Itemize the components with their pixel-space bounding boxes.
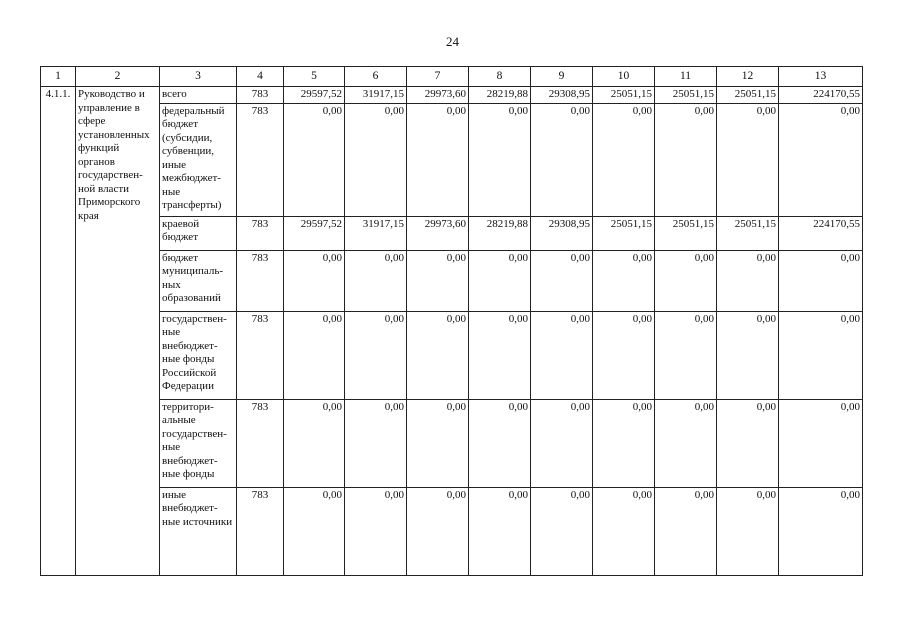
year-value: 0,00 <box>284 311 345 399</box>
year-value: 0,00 <box>531 487 593 575</box>
total-value: 224170,55 <box>779 87 863 104</box>
year-value: 0,00 <box>407 250 469 311</box>
year-value: 0,00 <box>469 399 531 487</box>
row-name: Руководство и управление в сфере установленных функций органов государствен-ной власти Приморского края <box>76 87 160 576</box>
grbs-code: 783 <box>237 216 284 250</box>
year-value: 0,00 <box>531 311 593 399</box>
column-header: 12 <box>717 67 779 87</box>
year-value: 0,00 <box>655 487 717 575</box>
budget-table <box>40 66 863 576</box>
table-row <box>41 250 863 311</box>
funding-source-label: федеральный бюджет (субсидии, субвенции, иные межбюджет-ные трансферты) <box>160 103 237 216</box>
table-row <box>41 103 863 216</box>
year-value: 0,00 <box>407 103 469 216</box>
column-header: 1 <box>41 67 76 87</box>
year-value: 31917,15 <box>345 216 407 250</box>
column-header: 11 <box>655 67 717 87</box>
year-value: 0,00 <box>284 250 345 311</box>
year-value: 0,00 <box>717 399 779 487</box>
total-value: 0,00 <box>779 311 863 399</box>
year-value: 31917,15 <box>345 87 407 104</box>
total-value: 0,00 <box>779 399 863 487</box>
year-value: 0,00 <box>531 399 593 487</box>
year-value: 0,00 <box>593 103 655 216</box>
year-value: 29597,52 <box>284 87 345 104</box>
year-value: 29973,60 <box>407 216 469 250</box>
page-number: 24 <box>446 34 459 49</box>
table-row <box>41 87 863 104</box>
column-number-row <box>41 67 863 87</box>
year-value: 25051,15 <box>655 87 717 104</box>
grbs-code: 783 <box>237 399 284 487</box>
column-header: 4 <box>237 67 284 87</box>
funding-source-label: территори-альные государствен-ные внебюджет-ные фонды <box>160 399 237 487</box>
total-value: 0,00 <box>779 487 863 575</box>
column-header: 13 <box>779 67 863 87</box>
year-value: 0,00 <box>284 399 345 487</box>
grbs-code: 783 <box>237 311 284 399</box>
year-value: 0,00 <box>469 250 531 311</box>
year-value: 29597,52 <box>284 216 345 250</box>
total-value: 0,00 <box>779 103 863 216</box>
total-value: 0,00 <box>779 250 863 311</box>
table-row <box>41 216 863 250</box>
grbs-code: 783 <box>237 487 284 575</box>
year-value: 28219,88 <box>469 216 531 250</box>
year-value: 0,00 <box>345 311 407 399</box>
column-header: 9 <box>531 67 593 87</box>
year-value: 25051,15 <box>593 216 655 250</box>
year-value: 0,00 <box>655 103 717 216</box>
year-value: 0,00 <box>469 103 531 216</box>
column-header: 3 <box>160 67 237 87</box>
year-value: 28219,88 <box>469 87 531 104</box>
year-value: 0,00 <box>284 487 345 575</box>
table-row <box>41 487 863 575</box>
year-value: 0,00 <box>407 487 469 575</box>
column-header: 7 <box>407 67 469 87</box>
year-value: 0,00 <box>655 399 717 487</box>
grbs-code: 783 <box>237 87 284 104</box>
year-value: 0,00 <box>345 487 407 575</box>
funding-source-label: бюджет муниципаль-ных образований <box>160 250 237 311</box>
year-value: 0,00 <box>345 399 407 487</box>
year-value: 29308,95 <box>531 216 593 250</box>
year-value: 0,00 <box>531 250 593 311</box>
year-value: 0,00 <box>717 487 779 575</box>
row-code: 4.1.1. <box>41 87 76 576</box>
year-value: 0,00 <box>593 487 655 575</box>
funding-source-label: всего <box>160 87 237 104</box>
column-header: 6 <box>345 67 407 87</box>
table-row <box>41 311 863 399</box>
year-value: 0,00 <box>593 311 655 399</box>
funding-source-label: государствен-ные внебюджет-ные фонды Российской Федерации <box>160 311 237 399</box>
column-header: 5 <box>284 67 345 87</box>
year-value: 0,00 <box>593 399 655 487</box>
table-row <box>41 399 863 487</box>
year-value: 0,00 <box>407 399 469 487</box>
year-value: 0,00 <box>407 311 469 399</box>
funding-source-label: иные внебюджет-ные источники <box>160 487 237 575</box>
funding-source-label: краевой бюджет <box>160 216 237 250</box>
grbs-code: 783 <box>237 103 284 216</box>
year-value: 29973,60 <box>407 87 469 104</box>
year-value: 0,00 <box>345 103 407 216</box>
year-value: 25051,15 <box>593 87 655 104</box>
year-value: 0,00 <box>717 103 779 216</box>
year-value: 0,00 <box>655 311 717 399</box>
year-value: 25051,15 <box>717 216 779 250</box>
total-value: 224170,55 <box>779 216 863 250</box>
grbs-code: 783 <box>237 250 284 311</box>
year-value: 25051,15 <box>717 87 779 104</box>
column-header: 2 <box>76 67 160 87</box>
year-value: 0,00 <box>655 250 717 311</box>
year-value: 0,00 <box>717 311 779 399</box>
year-value: 25051,15 <box>655 216 717 250</box>
year-value: 0,00 <box>469 311 531 399</box>
year-value: 0,00 <box>469 487 531 575</box>
year-value: 0,00 <box>593 250 655 311</box>
year-value: 29308,95 <box>531 87 593 104</box>
year-value: 0,00 <box>717 250 779 311</box>
column-header: 8 <box>469 67 531 87</box>
year-value: 0,00 <box>345 250 407 311</box>
year-value: 0,00 <box>531 103 593 216</box>
year-value: 0,00 <box>284 103 345 216</box>
column-header: 10 <box>593 67 655 87</box>
